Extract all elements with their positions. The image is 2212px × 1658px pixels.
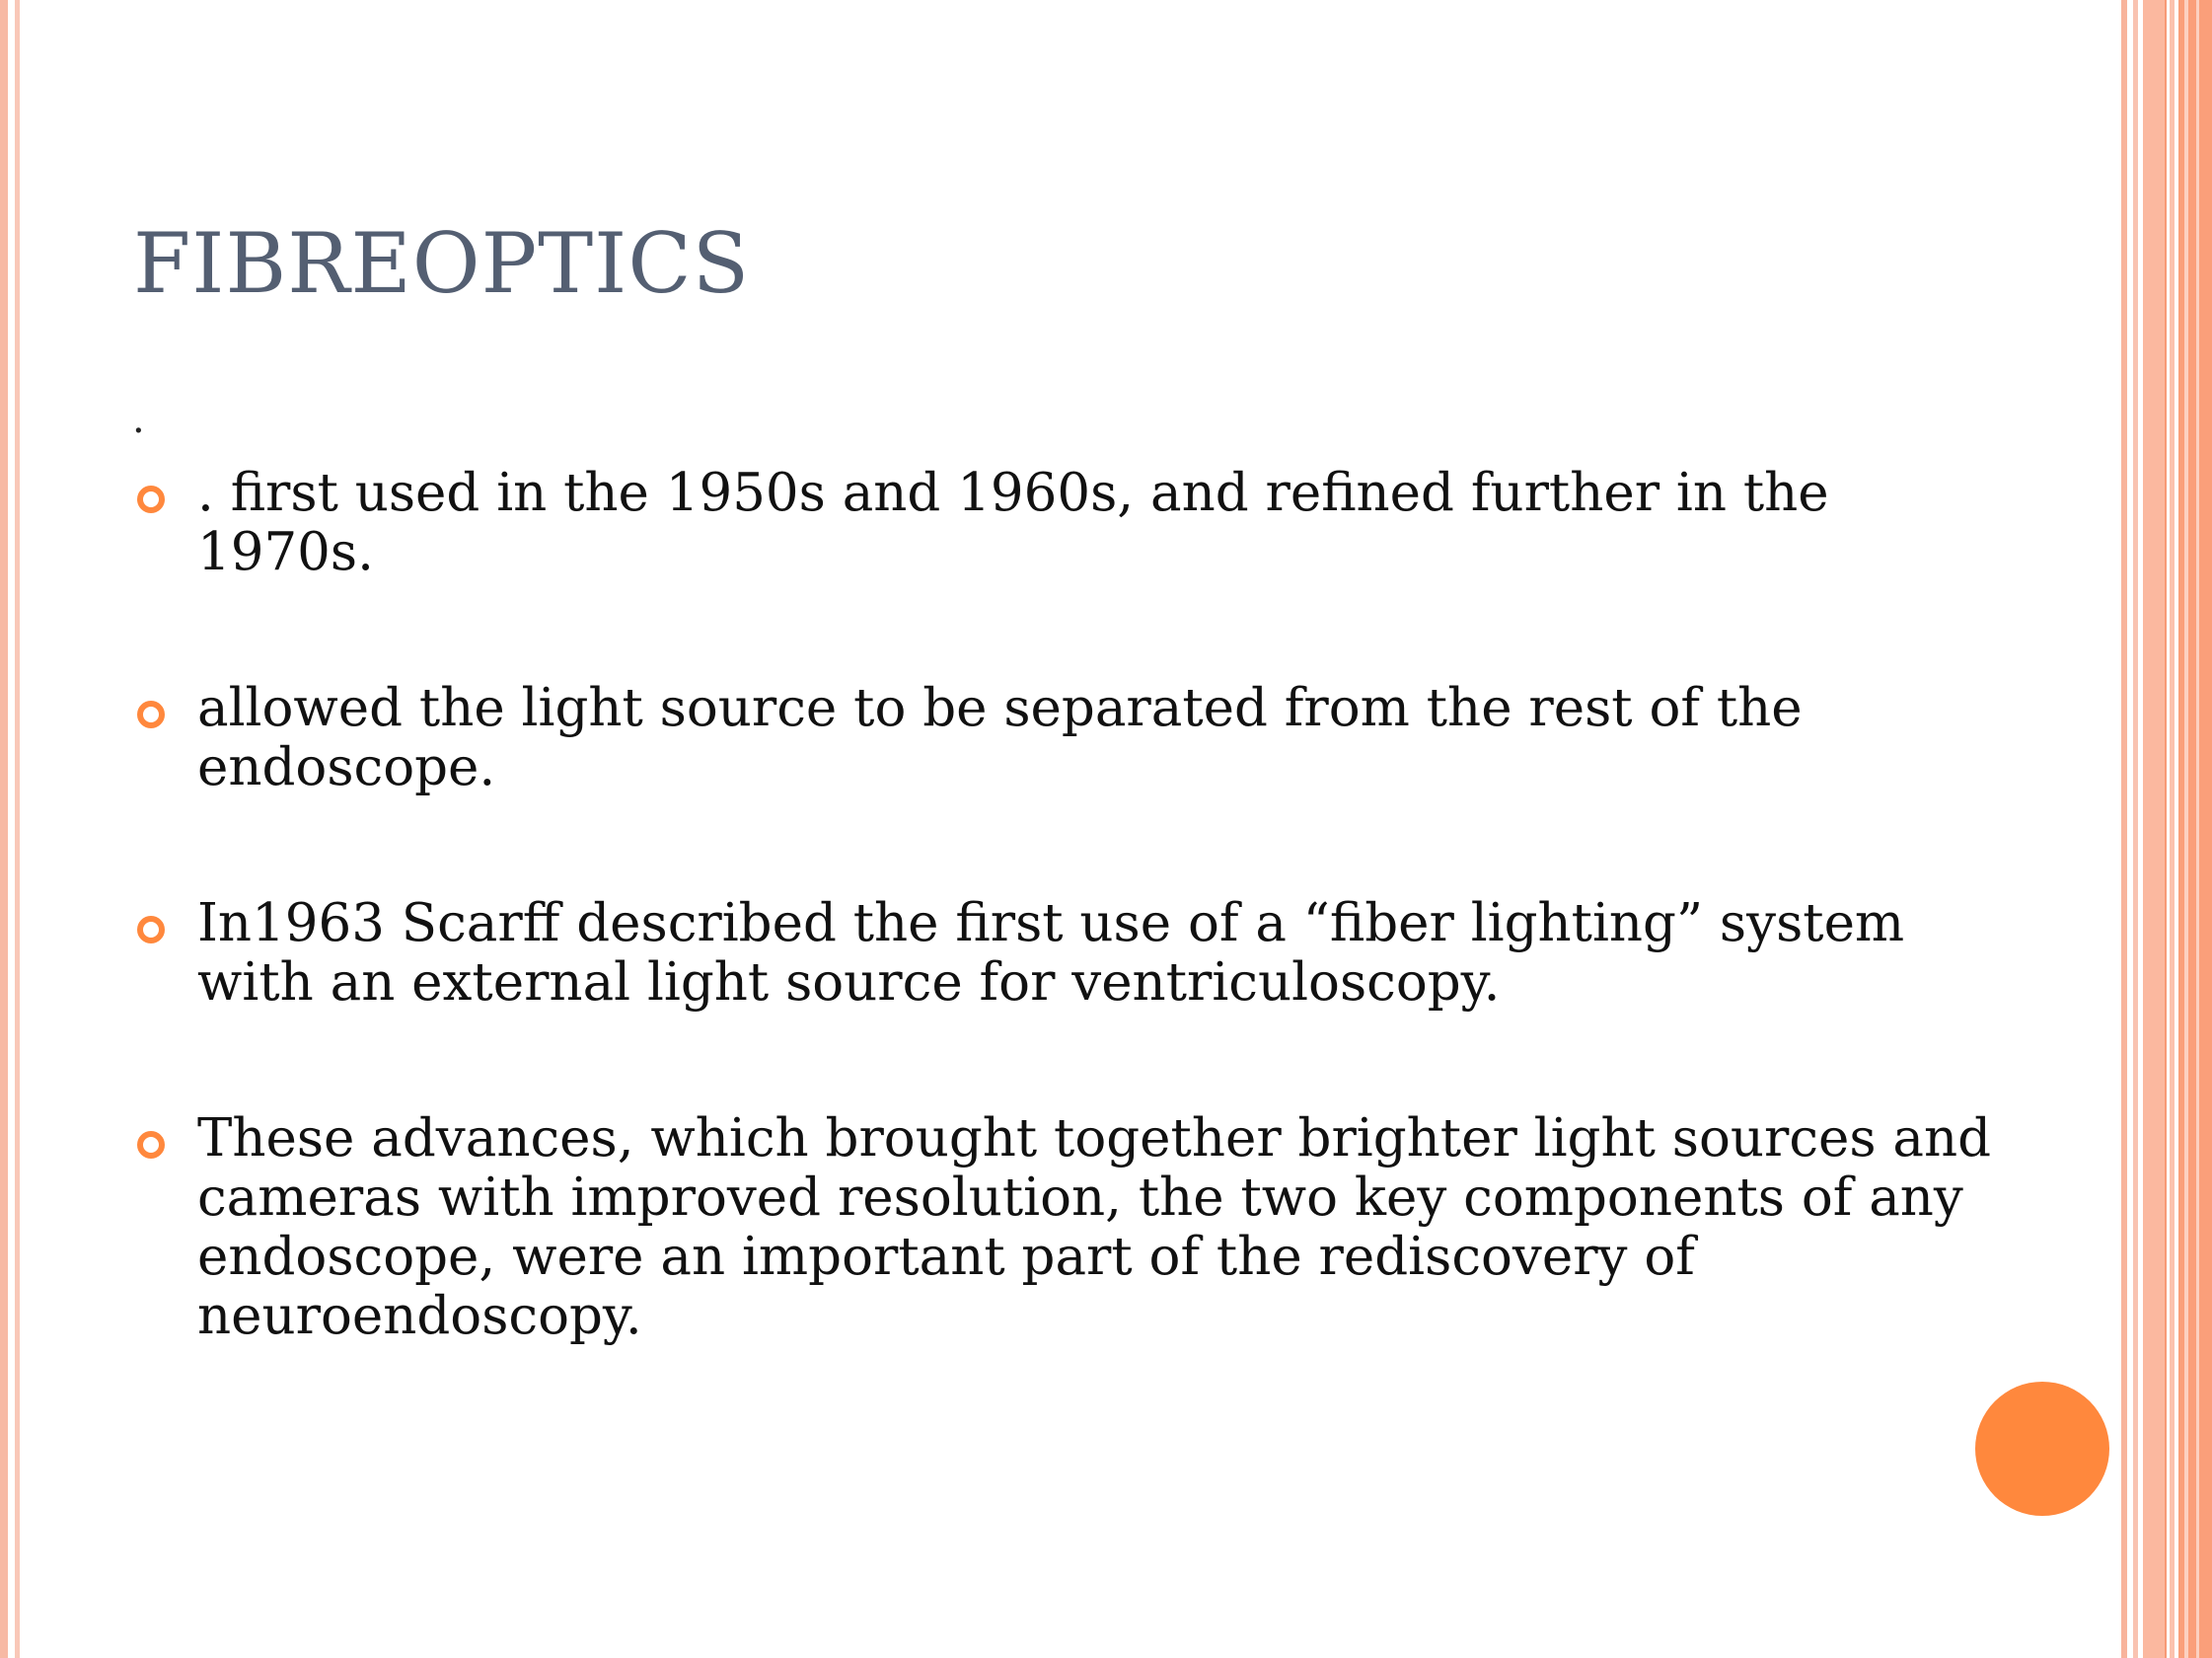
right-stripe-decoration — [2165, 0, 2167, 1658]
right-stripe-decoration — [2170, 0, 2175, 1658]
right-stripe-decoration — [2196, 0, 2199, 1658]
bullet-text: . first used in the 1950s and 1960s, and refined further in the 1970s. — [197, 463, 1829, 582]
right-stripe-decoration — [2184, 0, 2188, 1658]
bullet-text: These advances, which brought together brighter light sources and cameras with improved resolution, the two key components of any endoscope, were an important part of the rediscovery of neuroendoscopy. — [197, 1108, 1992, 1346]
hollow-circle-bullet-icon — [137, 701, 165, 728]
hollow-circle-bullet-icon — [137, 916, 165, 943]
left-border-decoration — [0, 0, 8, 1658]
bullet-text: allowed the light source to be separated from the rest of the endoscope. — [197, 678, 1803, 797]
bullet-item — [133, 464, 2008, 582]
left-border-decoration-inner — [15, 0, 20, 1658]
bullet-item — [133, 679, 2008, 797]
stray-period: . — [132, 397, 145, 442]
bullet-list — [133, 464, 2008, 1443]
hollow-circle-bullet-icon — [137, 1131, 165, 1159]
right-stripe-decoration — [2133, 0, 2138, 1658]
hollow-circle-bullet-icon — [137, 486, 165, 513]
bullet-item — [133, 1109, 2008, 1346]
right-stripe-decoration — [2143, 0, 2165, 1658]
right-stripe-decoration — [2121, 0, 2127, 1658]
bullet-text: In1963 Scarff described the first use of a “fiber lighting” system with an external light source for ventriculoscopy. — [197, 893, 1905, 1013]
slide-title: FIBREOPTICS — [133, 215, 751, 312]
bullet-item — [133, 894, 2008, 1013]
